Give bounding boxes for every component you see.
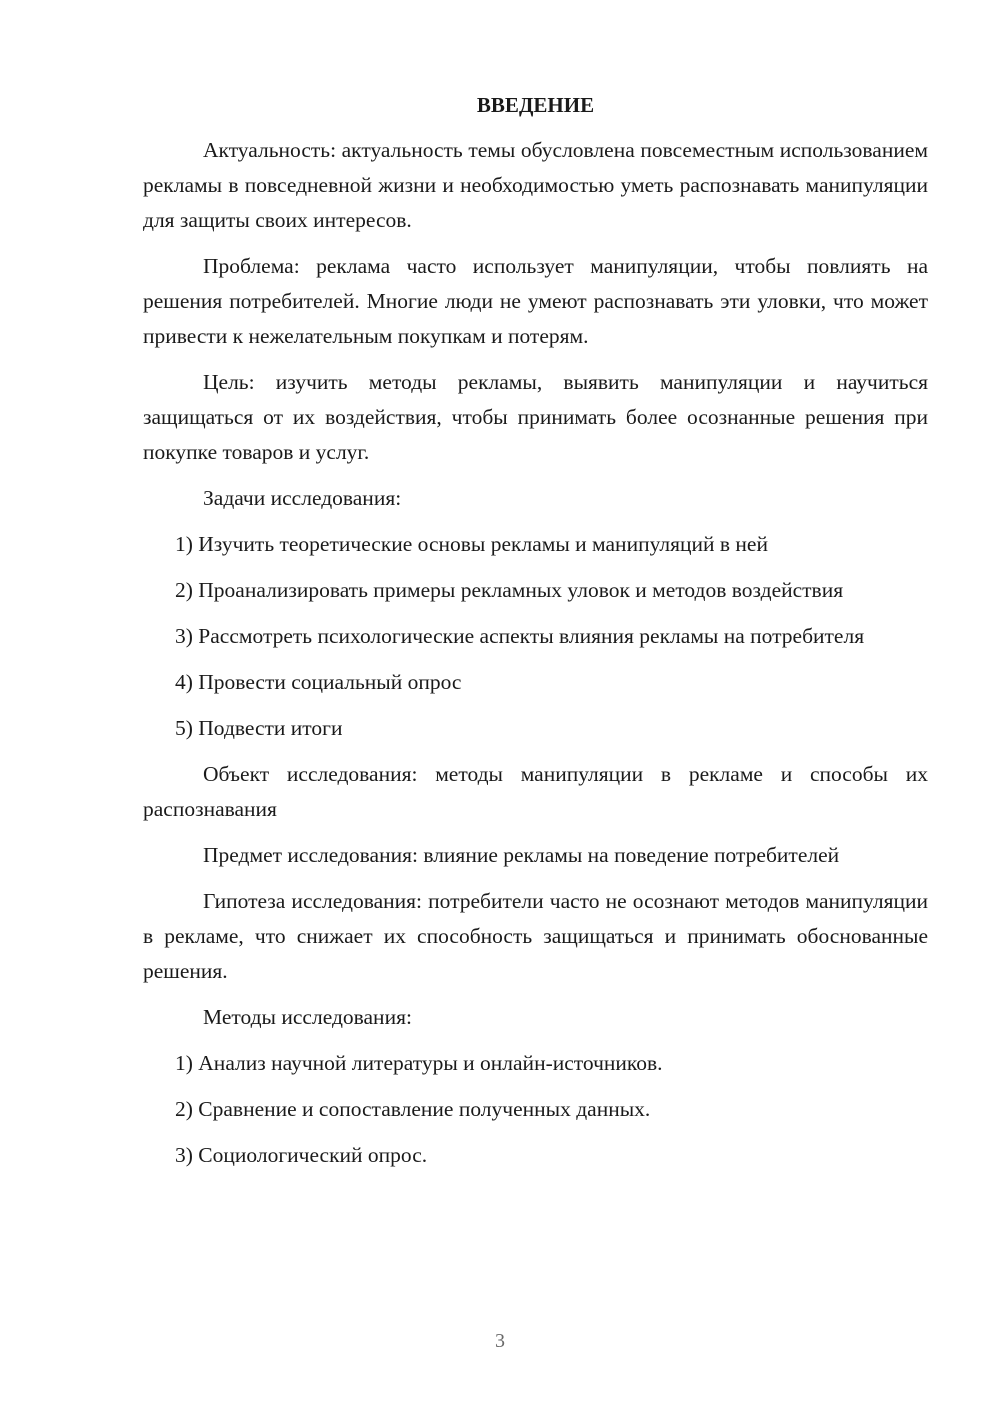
list-item-method-2: 2) Сравнение и сопоставление полученных данных. <box>175 1097 651 1121</box>
document-page <box>143 88 928 1184</box>
paragraph-methods-heading: Методы исследования: <box>203 1005 412 1029</box>
paragraph-relevance: Актуальность: актуальность темы обусловлена повсеместным использованием рекламы в повседневной жизни и необходимостью уметь распознавать манипуляции для защиты своих интересов. <box>143 138 928 232</box>
list-item-task-3: 3) Рассмотреть психологические аспекты влияния рекламы на потребителя <box>175 624 865 648</box>
paragraph-hypothesis: Гипотеза исследования: потребители часто не осознают методов манипуляции в рекламе, что снижает их способность защищаться и принимать обоснованные решения. <box>143 889 928 983</box>
list-item-task-5: 5) Подвести итоги <box>175 716 343 740</box>
list-item-method-1: 1) Анализ научной литературы и онлайн-источников. <box>175 1051 663 1075</box>
paragraph-problem: Проблема: реклама часто использует манипуляции, чтобы повлиять на решения потребителей. Многие люди не умеют распознавать эти уловки, что может привести к нежелательным покупкам и потерям. <box>143 254 928 348</box>
paragraph-subject: Предмет исследования: влияние рекламы на поведение потребителей <box>203 843 840 867</box>
list-item-task-2: 2) Проанализировать примеры рекламных уловок и методов воздействия <box>175 578 844 602</box>
list-item-task-1: 1) Изучить теоретические основы рекламы и манипуляций в ней <box>175 532 768 556</box>
list-item-task-4: 4) Провести социальный опрос <box>175 670 462 694</box>
section-title: ВВЕДЕНИЕ <box>476 93 595 117</box>
paragraph-object: Объект исследования: методы манипуляции в рекламе и способы их распознавания <box>143 762 928 821</box>
paragraph-tasks-heading: Задачи исследования: <box>203 486 402 510</box>
paragraph-goal: Цель: изучить методы рекламы, выявить манипуляции и научиться защищаться от их воздействия, чтобы принимать более осознанные решения при покупке товаров и услуг. <box>143 370 928 464</box>
list-item-method-3: 3) Социологический опрос. <box>175 1143 428 1167</box>
page-number: 3 <box>495 1330 505 1352</box>
